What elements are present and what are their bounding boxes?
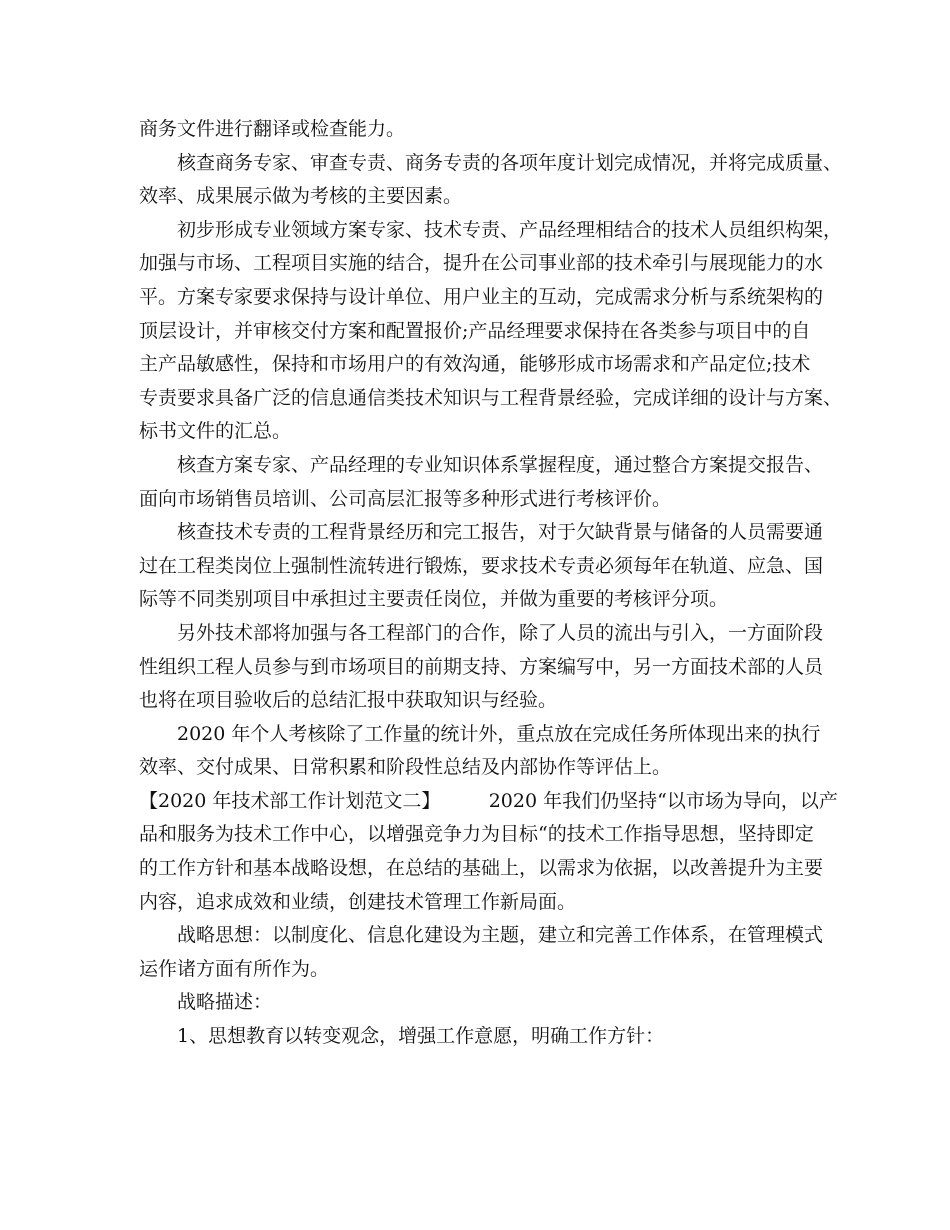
text-line: 运作诸方面有所作为。 [139,957,330,980]
text-line: 2020 年个人考核除了工作量的统计外，重点放在完成任务所体现出来的执行 [177,722,821,745]
text-line: 战略思想：以制度化、信息化建设为主题，建立和完善工作体系，在管理模式 [177,924,824,947]
text-line: 专责要求具备广泛的信息通信类技术知识与工程背景经验，完成详细的设计与方案、 [139,386,843,409]
text-line: 商务文件进行翻译或检查能力。 [139,118,406,140]
text-line: 效率、交付成果、日常积累和阶段性总结及内部协作等评估上。 [139,756,672,779]
text-line: 初步形成专业领域方案专家、技术专责、产品经理相结合的技术人员组织构架， [177,218,843,241]
text-line: 1、思想教育以转变观念，增强工作意愿，明确工作方针： [177,1025,665,1048]
text-line: 另外技术部将加强与各工程部门的合作，除了人员的流出与引入，一方面阶段 [177,621,824,644]
section-heading-line: 【2020 年技术部工作计划范文二】 2020 年我们仍坚持“以市场为导向，以产 [139,789,838,812]
text-line: 效率、成果展示做为考核的主要因素。 [139,185,463,208]
text-line: 性组织工程人员参与到市场项目的前期支持、方案编写中，另一方面技术部的人员 [139,655,824,678]
text-line: 品和服务为技术工作中心，以增强竞争力为目标“的技术工作指导思想，坚持即定 [139,823,814,846]
text-line: 主产品敏感性，保持和市场用户的有效沟通，能够形成市场需求和产品定位;技术 [139,353,811,376]
text-line: 也将在项目验收后的总结汇报中获取知识与经验。 [139,689,558,712]
text-line: 平。方案专家要求保持与设计单位、用户业主的互动，完成需求分析与系统架构的 [139,285,824,308]
text-line: 核查技术专责的工程背景经历和完工报告，对于欠缺背景与储备的人员需要通 [177,521,824,544]
text-line: 内容，追求成效和业绩，创建技术管理工作新局面。 [139,890,577,913]
text-line: 战略描述： [177,991,273,1014]
text-line: 核查方案专家、产品经理的专业知识体系掌握程度，通过整合方案提交报告、 [177,453,824,476]
text-line: 加强与市场、工程项目实施的结合，提升在公司事业部的技术牵引与展现能力的水 [139,252,824,275]
text-line: 的工作方针和基本战略设想，在总结的基础上，以需求为依据，以改善提升为主要 [139,857,824,880]
text-line: 际等不同类别项目中承担过主要责任岗位，并做为重要的考核评分项。 [139,588,729,611]
text-line: 标书文件的汇总。 [139,420,292,443]
text-line: 过在工程类岗位上强制性流转进行锻炼，要求技术专责必须每年在轨道、应急、国 [139,554,824,577]
document-body [139,113,843,1054]
text-line: 顶层设计，并审核交付方案和配置报价;产品经理要求保持在各类参与项目中的自 [139,319,811,342]
text-line: 面向市场销售员培训、公司高层汇报等多种形式进行考核评价。 [139,487,672,510]
text-line: 核查商务专家、审查专责、商务专责的各项年度计划完成情况，并将完成质量、 [177,151,843,174]
